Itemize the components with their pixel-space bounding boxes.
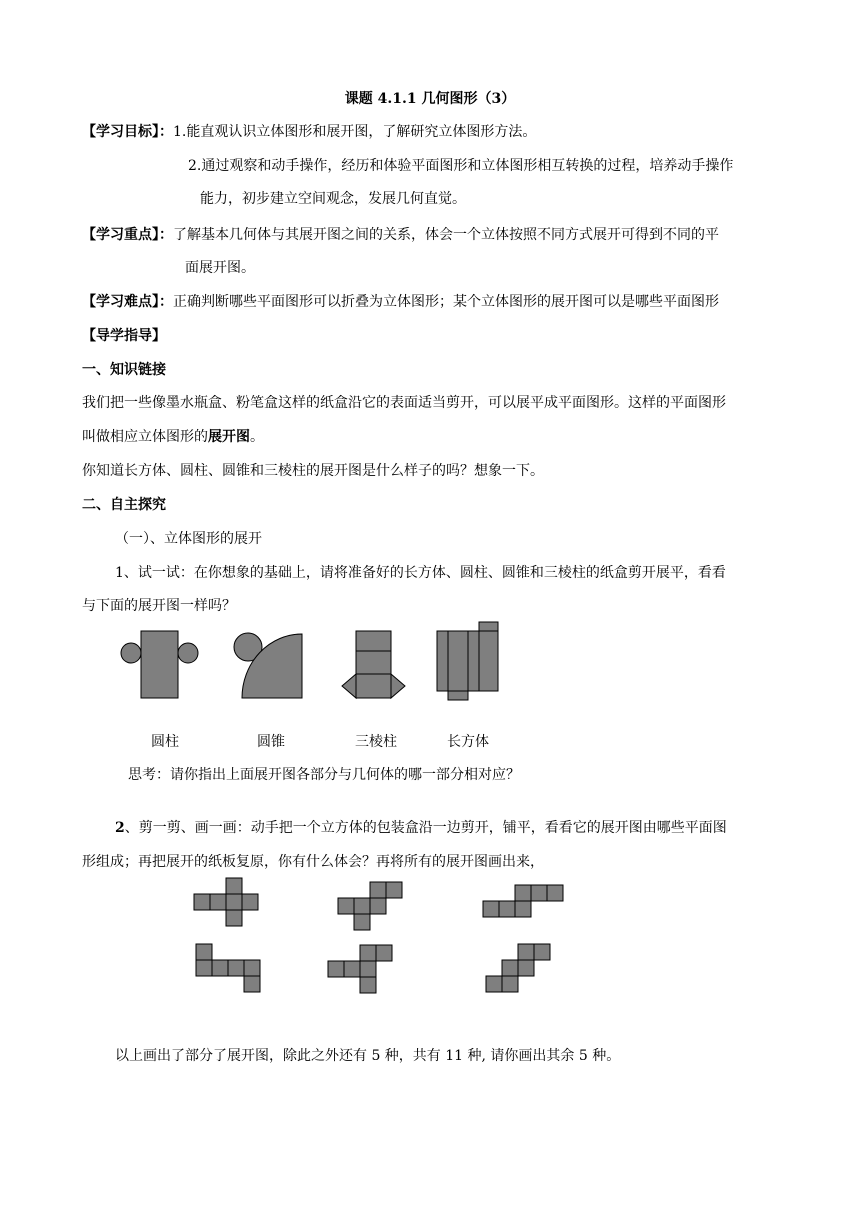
cylinder-base-circle-right xyxy=(178,643,198,663)
cube-net-4-square-1 xyxy=(196,944,212,960)
section-1-paragraph-1-line-2 xyxy=(82,427,264,447)
cube-net-4-square-2 xyxy=(196,960,212,976)
question-1-line-2: 与下面的展开图一样吗？ xyxy=(82,598,236,614)
subsection-1-heading: （一）、立体图形的展开 xyxy=(115,531,262,547)
cube-net-2 xyxy=(338,882,402,930)
cube-net-1-square-1 xyxy=(226,878,242,894)
cuboid-face-1 xyxy=(437,631,448,691)
guide-heading: 【导学指导】 xyxy=(82,328,166,344)
cube-net-2-square-6 xyxy=(354,914,370,930)
cube-net-3-square-6 xyxy=(515,901,531,917)
prism-triangle-left xyxy=(342,674,356,698)
cube-net-1-square-3 xyxy=(210,894,226,910)
cube-net-4-square-4 xyxy=(228,960,244,976)
difficulties-line xyxy=(82,292,719,312)
p1-suffix: 。 xyxy=(250,429,264,445)
cube-net-2-square-4 xyxy=(354,898,370,914)
cube-net-5 xyxy=(328,945,392,993)
prism-face-2 xyxy=(356,651,391,674)
label-cone: 圆锥 xyxy=(257,734,285,750)
cube-net-1 xyxy=(194,878,258,926)
cube-net-4-square-6 xyxy=(244,976,260,992)
cuboid-net xyxy=(437,622,498,700)
cube-net-5-square-4 xyxy=(344,961,360,977)
question-2-number: 2 xyxy=(115,820,125,836)
cube-net-5-square-6 xyxy=(360,977,376,993)
cube-net-4 xyxy=(196,944,260,992)
cylinder-net xyxy=(121,631,198,698)
cube-net-1-square-2 xyxy=(194,894,210,910)
cylinder-base-circle-left xyxy=(121,643,141,663)
cube-net-2-square-5 xyxy=(370,898,386,914)
cube-net-6-square-5 xyxy=(486,976,502,992)
solid-nets-figure xyxy=(0,615,860,735)
objectives-item-1: 1.能直观认识立体图形和展开图，了解研究立体图形方法。 xyxy=(173,124,537,140)
cylinder-lateral-rectangle xyxy=(141,631,178,698)
cube-net-6-square-1 xyxy=(518,944,534,960)
prism-triangle-right xyxy=(391,674,405,698)
section-1-heading: 一、知识链接 xyxy=(82,362,166,378)
cuboid-face-3 xyxy=(468,631,479,691)
cube-net-5-square-2 xyxy=(376,945,392,961)
think-prompt: 思考：请你指出上面展开图各部分与几何体的哪一部分相对应？ xyxy=(128,767,520,783)
cube-net-6-square-4 xyxy=(518,960,534,976)
cuboid-face-4 xyxy=(479,631,498,691)
question-2-text: 、剪一剪、画一画：动手把一个立方体的包装盒沿一边剪开，铺平，看看它的展开图由哪些平面图 xyxy=(124,820,727,836)
key-points-line-2: 面展开图。 xyxy=(185,260,255,276)
cube-net-2-square-1 xyxy=(370,882,386,898)
cuboid-face-bottom xyxy=(448,691,468,700)
key-points-text: 了解基本几何体与其展开图之间的关系，体会一个立体按照不同方式展开可得到不同的平 xyxy=(173,227,719,243)
cuboid-face-top xyxy=(479,622,498,631)
difficulties-text: 正确判断哪些平面图形可以折叠为立体图形；某个立体图形的展开图可以是哪些平面图形 xyxy=(173,294,719,310)
section-2-heading: 二、自主探究 xyxy=(82,497,166,513)
cube-net-5-square-1 xyxy=(360,945,376,961)
cube-net-2-square-3 xyxy=(338,898,354,914)
cube-net-1-square-4 xyxy=(226,894,242,910)
closing-statement: 以上画出了部分了展开图，除此之外还有 5 种，共有 11 种, 请你画出其余 5 种。 xyxy=(115,1048,621,1064)
section-1-paragraph-2: 你知道长方体、圆柱、圆锥和三棱柱的展开图是什么样子的吗？想象一下。 xyxy=(82,463,544,479)
cube-net-3-square-5 xyxy=(499,901,515,917)
prism-face-3 xyxy=(356,674,391,698)
cube-nets-figure xyxy=(0,870,860,1000)
cone-net xyxy=(234,633,302,698)
cube-net-5-square-5 xyxy=(360,961,376,977)
objectives-item-2-line-1: 2.通过观察和动手操作，经历和体验平面图形和立体图形相互转换的过程，培养动手操作 xyxy=(188,158,734,174)
cube-net-3 xyxy=(483,885,563,917)
cube-net-1-square-5 xyxy=(242,894,258,910)
cube-net-6-square-2 xyxy=(534,944,550,960)
cube-net-4-square-5 xyxy=(244,960,260,976)
key-points-label: 【学习重点】： xyxy=(82,227,173,243)
question-2-line-1 xyxy=(115,818,727,838)
objectives-item-2-line-2: 能力，初步建立空间观念，发展几何直觉。 xyxy=(200,191,466,207)
unfolding-term: 展开图 xyxy=(208,429,250,445)
cube-net-2-square-2 xyxy=(386,882,402,898)
difficulties-label: 【学习难点】： xyxy=(82,294,173,310)
cube-net-1-square-6 xyxy=(226,910,242,926)
cube-net-3-square-3 xyxy=(547,885,563,901)
cube-net-4-square-3 xyxy=(212,960,228,976)
cube-net-6 xyxy=(486,944,550,992)
p1-prefix: 叫做相应立体图形的 xyxy=(82,429,208,445)
page-title: 课题 4.1.1 几何图形（3） xyxy=(344,91,516,107)
question-1-line-1: 1、试一试：在你想象的基础上，请将准备好的长方体、圆柱、圆锥和三棱柱的纸盒剪开展平，看看 xyxy=(115,565,726,581)
section-1-paragraph-1-line-1: 我们把一些像墨水瓶盒、粉笔盒这样的纸盒沿它的表面适当剪开，可以展平成平面图形。这样的平面图形 xyxy=(82,395,726,411)
cube-net-6-square-6 xyxy=(502,976,518,992)
objectives-label: 【学习目标】： xyxy=(82,124,173,140)
label-cuboid: 长方体 xyxy=(447,734,489,750)
label-cylinder: 圆柱 xyxy=(151,734,179,750)
question-2-line-2: 形组成；再把展开的纸板复原，你有什么体会？再将所有的展开图画出来， xyxy=(82,854,544,870)
cuboid-face-2 xyxy=(448,631,468,691)
triangular-prism-net xyxy=(342,631,405,698)
prism-face-1 xyxy=(356,631,391,651)
cube-net-3-square-2 xyxy=(531,885,547,901)
objectives-line-1 xyxy=(82,122,536,142)
label-triangular-prism: 三棱柱 xyxy=(355,734,397,750)
cube-net-3-square-4 xyxy=(483,901,499,917)
cube-net-6-square-3 xyxy=(502,960,518,976)
key-points-line-1 xyxy=(82,225,719,245)
cube-net-3-square-1 xyxy=(515,885,531,901)
cube-net-5-square-3 xyxy=(328,961,344,977)
